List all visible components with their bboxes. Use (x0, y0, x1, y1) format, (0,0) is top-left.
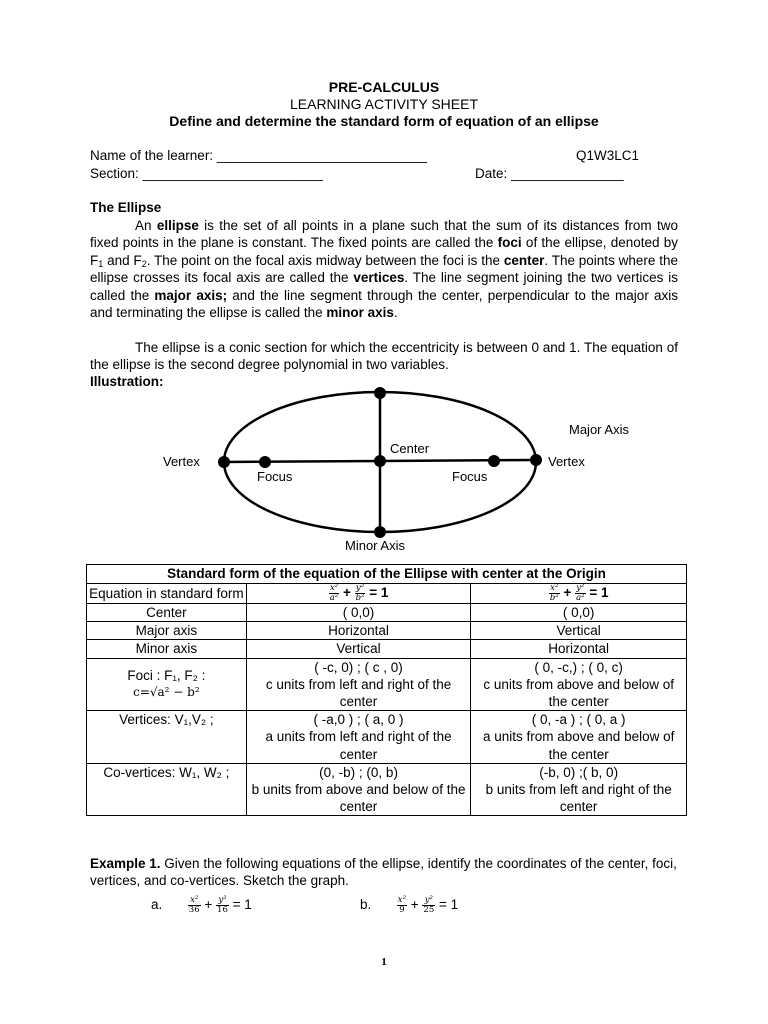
minor-axis-label: Minor Axis (345, 538, 405, 553)
row-label: Vertices: V₁,V₂ ; (87, 711, 247, 764)
vertex-right-label: Vertex (548, 454, 585, 469)
date-label: Date: (475, 166, 512, 181)
table-row: Major axis Horizontal Vertical (87, 622, 687, 640)
definition-paragraph: An ellipse is the set of all points in a plane such that the sum of its distances from two fixed points in the plane is constant. The fixed points are called the foci of the ellipse, denoted by $F_1$ and $F_2$. The point on the focal axis midway between the foci is the center. The points where the ellipse crosses its focal axis are called the vertices. The line segment joining the two vertices is called the major axis; and the line segment through the center, perpendicular to the major axis and terminating the ellipse is called the minor axis. (90, 218, 679, 321)
left-vertex-point (218, 456, 230, 468)
name-label: Name of the learner: (90, 148, 217, 163)
date-blank: _______________ (511, 166, 624, 181)
term-ellipse: ellipse (156, 218, 199, 233)
row-label: Foci : F₁, F₂ : c=√a² − b² (87, 658, 247, 711)
sheet-type: LEARNING ACTIVITY SHEET (289, 96, 478, 112)
term-vertices: vertices (353, 270, 405, 286)
section-title: The Ellipse (90, 200, 162, 215)
example-paragraph: Example 1. Given the following equations of the ellipse, identify the coordinates of the center, foci, vertices, and co-vertices. Sketch the graph. (90, 856, 677, 889)
section-blank: ________________________ (142, 166, 323, 181)
table-row: Co-vertices: W₁, W₂ ; (0, -b) ; (0, b) b units from above and below of the center (-b, 0) ;( b, 0) b units from left and right of the center (87, 763, 687, 816)
row-label: Co-vertices: W₁, W₂ ; (87, 763, 247, 816)
table-row: Center ( 0,0) ( 0,0) (87, 604, 687, 622)
table-row (87, 584, 687, 604)
row-label: Major axis (87, 622, 247, 640)
standard-form-table (86, 564, 687, 816)
row-label: Minor axis (87, 640, 247, 658)
topic-title: Define and determine the standard form of equation of an ellipse (169, 113, 599, 129)
right-focus-point (488, 455, 500, 467)
example-label: Example 1. (90, 856, 161, 871)
table-row: Vertices: V₁,V₂ ; ( -a,0 ) ; ( a, 0 ) a units from left and right of the center ( 0, -a ) ; ( 0, a ) a units from above and below of the center (87, 711, 687, 764)
foci-formula: c=√a² − b² (133, 685, 200, 700)
row-label: Equation in standard form (87, 584, 247, 604)
center-label: Center (390, 441, 430, 456)
eccentricity-paragraph: The ellipse is a conic section for which the eccentricity is between 0 and 1. The equation of the ellipse is the second degree polynomial in two variables. (90, 340, 678, 373)
table-title: Standard form of the equation of the Ellipse with center at the Origin (87, 565, 687, 584)
center-point (374, 455, 386, 467)
vertical-equation: $\frac{\text{x²}}{\text{b²}}$ + $\frac{\text{y²}}{\text{a²}}$ = 1 (471, 584, 687, 604)
left-focus-point (259, 456, 271, 468)
example-b: b. $\frac{\text{x²}}{9}$ + $\frac{\text{y²}}{25}$ = 1 (360, 895, 459, 915)
focus-left-label: Focus (257, 469, 293, 484)
example-a: a. $\frac{\text{x²}}{36}$ + $\frac{\text{y²}}{16}$ = 1 (151, 895, 252, 915)
horizontal-equation: $\frac{\text{x²}}{\text{a²}}$ + $\frac{\text{y²}}{\text{b²}}$ = 1 (246, 584, 471, 604)
subject-title: PRE-CALCULUS (328, 79, 440, 95)
right-vertex-point (530, 454, 542, 466)
focus-right-label: Focus (452, 469, 488, 484)
term-center: center (503, 252, 545, 268)
term-minor-axis: minor axis (326, 305, 394, 321)
term-foci: foci (497, 235, 522, 251)
vertex-left-label: Vertex (163, 454, 200, 469)
name-blank: ____________________________ (216, 148, 428, 163)
major-axis-label: Major Axis (569, 422, 629, 437)
page-number: 1 (381, 956, 387, 968)
term-major-axis: major axis; (154, 287, 228, 303)
row-label: Center (87, 604, 247, 622)
table-row: Foci : F₁, F₂ : c=√a² − b² ( -c, 0) ; ( c , 0) c units from left and right of the center ( 0, -c,) ; ( 0, c) c units from above and below of the center (87, 658, 687, 711)
table-row: Minor axis Vertical Horizontal (87, 640, 687, 658)
lesson-code: Q1W3LC1 (576, 148, 640, 163)
top-covertex-point (374, 387, 386, 399)
bottom-covertex-point (374, 526, 386, 538)
illustration-label: Illustration: (90, 374, 164, 389)
section-label: Section: (90, 166, 143, 181)
